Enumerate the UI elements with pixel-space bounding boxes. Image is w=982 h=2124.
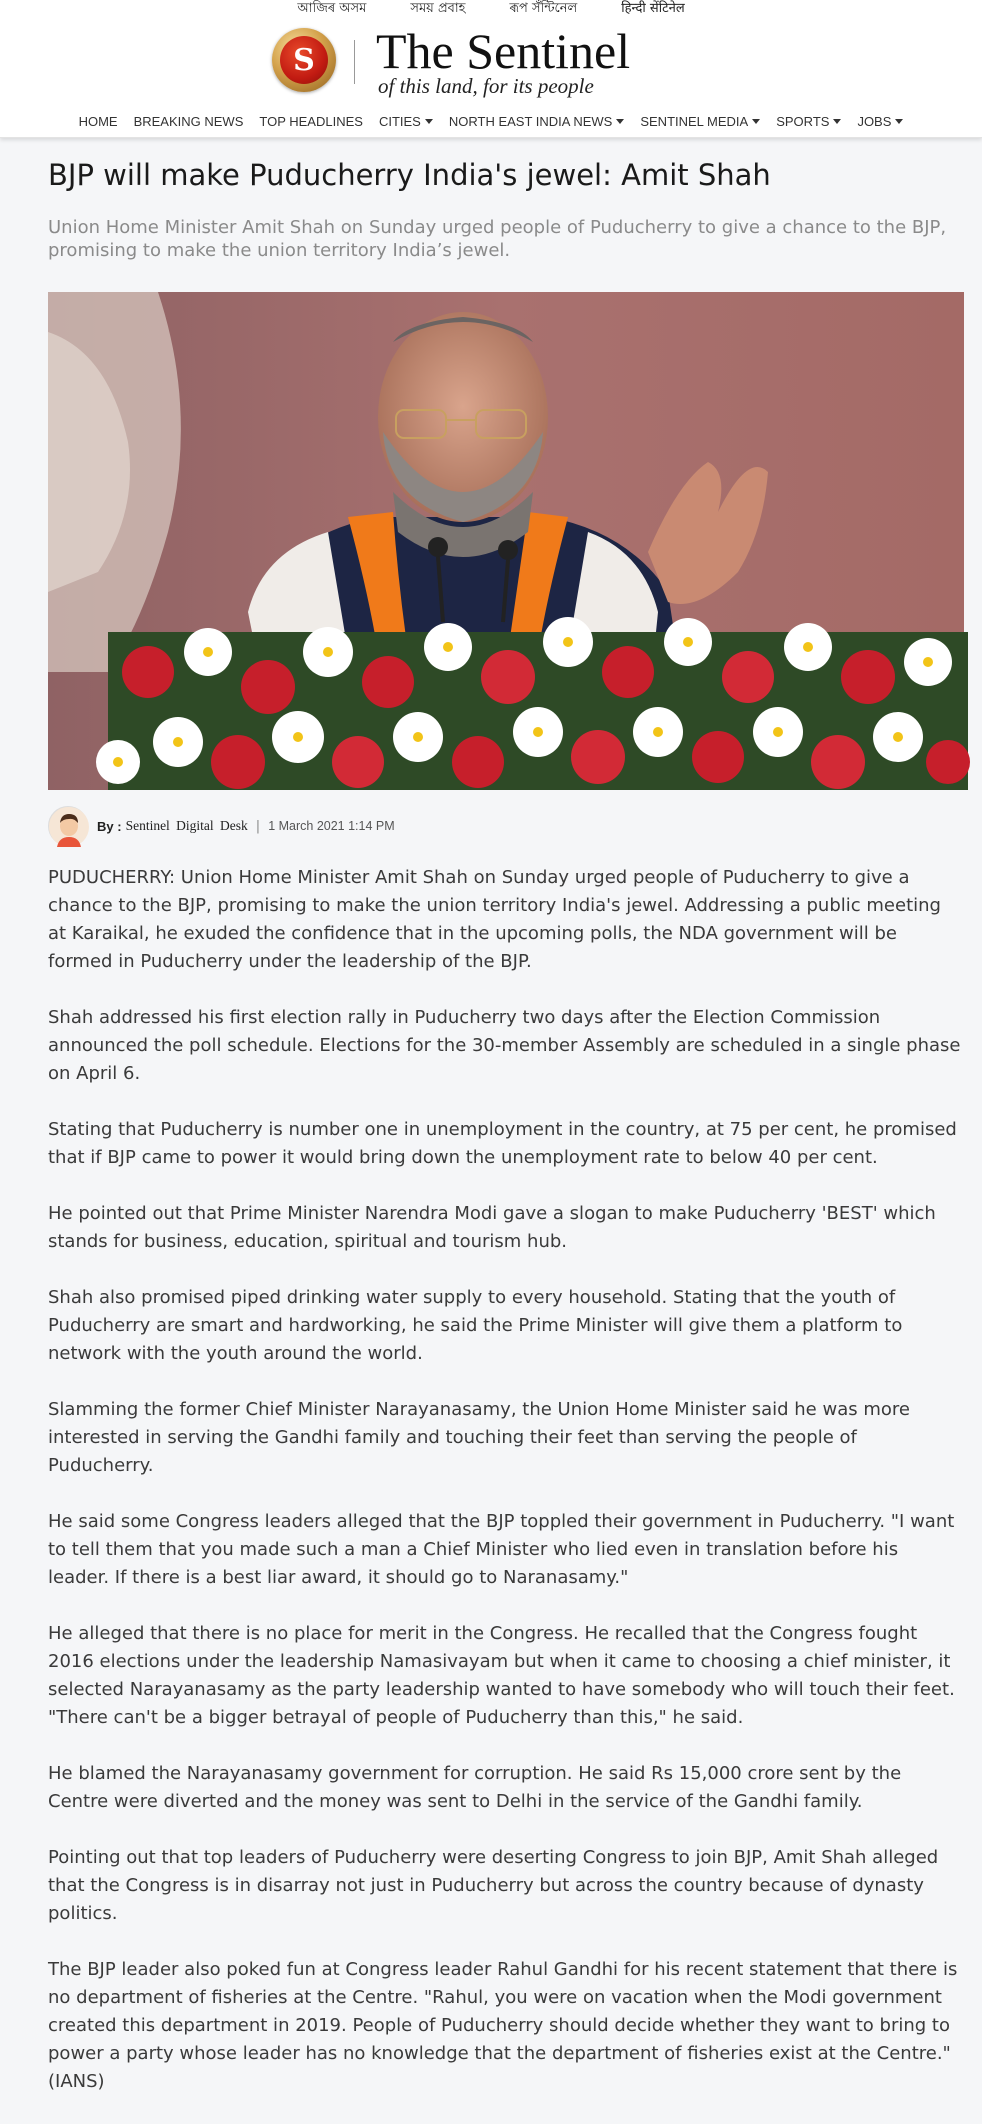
site-header xyxy=(0,0,982,138)
caret-down-icon xyxy=(895,119,903,124)
logo-letter: S xyxy=(280,36,328,84)
caret-down-icon xyxy=(425,119,433,124)
nav-label: HOME xyxy=(78,113,118,129)
brand-divider xyxy=(354,40,355,84)
article-paragraph: He pointed out that Prime Minister Narendra Modi gave a slogan to make Puducherry 'BEST' which stands for business, education, spiritual and tourism hub. xyxy=(48,1203,936,1252)
article-body xyxy=(48,864,964,2096)
article-paragraph: He said some Congress leaders alleged that the BJP toppled their government in Puducherry. "I want to tell them that you made such a man a Chief Minister who lied even in translation before his leader. If there is a best liar award, it should go to Naranasamy." xyxy=(48,1511,955,1588)
nav-label: JOBS xyxy=(857,113,892,129)
article-summary: Union Home Minister Amit Shah on Sunday urged people of Puducherry to give a chance to the BJP, promising to make the union territory India’s jewel. xyxy=(48,217,947,261)
publish-date: 1 March 2021 1:14 PM xyxy=(268,819,395,833)
caret-down-icon xyxy=(752,119,760,124)
article-paragraph: Shah addressed his first election rally in Puducherry two days after the Election Commission announced the poll schedule. Elections for the 30-member Assembly are scheduled in a single phase on April 6. xyxy=(48,1007,961,1084)
caret-down-icon xyxy=(833,119,841,124)
article-byline xyxy=(48,806,964,846)
nav-item-top-headlines[interactable] xyxy=(251,114,371,129)
lang-link-hindi-sentinel[interactable]: हिन्दी सेंटिनेल xyxy=(621,1,685,16)
article-hero-image xyxy=(48,292,964,790)
nav-label: NORTH EAST INDIA NEWS xyxy=(448,113,613,129)
nav-item-north-east-india-news[interactable] xyxy=(441,114,633,129)
main-nav xyxy=(0,108,982,134)
brand-logo-link[interactable] xyxy=(272,24,692,96)
nav-label: SENTINEL MEDIA xyxy=(640,113,749,129)
article-container xyxy=(48,138,964,2124)
author-avatar-icon xyxy=(49,807,89,847)
brand-title: The Sentinel xyxy=(376,23,631,79)
byline-separator: | xyxy=(255,818,261,834)
nav-item-sentinel-media[interactable] xyxy=(632,114,768,129)
nav-item-sports[interactable] xyxy=(768,114,849,129)
lang-link-ajir-asom[interactable]: আজিৰ অসম xyxy=(297,1,367,16)
sentinel-logo-icon xyxy=(272,28,336,92)
lang-link-xomoy-probah[interactable]: সময় প্ৰবাহ xyxy=(410,1,466,16)
article-paragraph: PUDUCHERRY: Union Home Minister Amit Shah on Sunday urged people of Puducherry to give a chance to the BJP, promising to make the union territory India's jewel. Addressing a public meeting at Karaikal, he exuded the confidence that in the upcoming polls, the NDA government will be formed in Puducherry under the leadership of the BJP. xyxy=(48,867,941,972)
nav-label: BREAKING NEWS xyxy=(133,113,244,129)
brand-tagline: of this land, for its people xyxy=(378,74,594,98)
article-paragraph: He blamed the Narayanasamy government for corruption. He said Rs 15,000 crore sent by the Centre were diverted and the money was sent to Delhi in the service of the Gandhi family. xyxy=(48,1763,902,1812)
lang-link-assamese-sentinel[interactable]: ৰূপ সঁন্টিনেল xyxy=(509,1,578,16)
article-paragraph: Shah also promised piped drinking water supply to every household. Stating that the youth of Puducherry are smart and hardworking, he said the Prime Minister will give them a platform to network with the youth around the world. xyxy=(48,1287,903,1364)
author-avatar xyxy=(48,806,88,846)
nav-label: SPORTS xyxy=(776,113,830,129)
nav-item-breaking-news[interactable] xyxy=(126,114,252,129)
article-paragraph: Stating that Puducherry is number one in unemployment in the country, at 75 per cent, he promised that if BJP came to power it would bring down the unemployment rate to below 40 per cent. xyxy=(48,1119,957,1168)
article-paragraph: He alleged that there is no place for merit in the Congress. He recalled that the Congress fought 2016 elections under the leadership Namasivayam but when it came to choosing a chief minister, it selected Narayanasamy as the party leadership wanted to have somebody who will touch their feet. "There can't be a bigger betrayal of people of Puducherry than this," he said. xyxy=(48,1623,955,1728)
article-paragraph: Slamming the former Chief Minister Narayanasamy, the Union Home Minister said he was more interested in serving the Gandhi family and touching their feet than serving the people of Puducherry. xyxy=(48,1399,910,1476)
nav-item-home[interactable] xyxy=(71,114,126,129)
language-bar xyxy=(0,0,982,20)
byline-label: By : xyxy=(97,818,122,834)
article-paragraph: Pointing out that top leaders of Puducherry were deserting Congress to join BJP, Amit Shah alleged that the Congress is in disarray not just in Puducherry but across the country because of dynasty politics. xyxy=(48,1847,939,1924)
speaker-photo xyxy=(48,292,964,790)
nav-label: TOP HEADLINES xyxy=(259,113,363,129)
caret-down-icon xyxy=(616,119,624,124)
article-paragraph: The BJP leader also poked fun at Congress leader Rahul Gandhi for his recent statement that there is no department of fisheries at the Centre. "Rahul, you were on vacation when the Modi government created this department in 2019. People of Puducherry should decide whether they want to bring to power a party whose leader has no knowledge that the department of fisheries exist at the Centre." (IANS) xyxy=(48,1959,958,2092)
nav-item-cities[interactable] xyxy=(371,114,441,129)
article-headline: BJP will make Puducherry India's jewel: Amit Shah xyxy=(48,158,771,192)
nav-label: CITIES xyxy=(378,113,421,129)
nav-item-jobs[interactable] xyxy=(849,114,911,129)
author-name-link[interactable]: Sentinel Digital Desk xyxy=(125,818,248,833)
